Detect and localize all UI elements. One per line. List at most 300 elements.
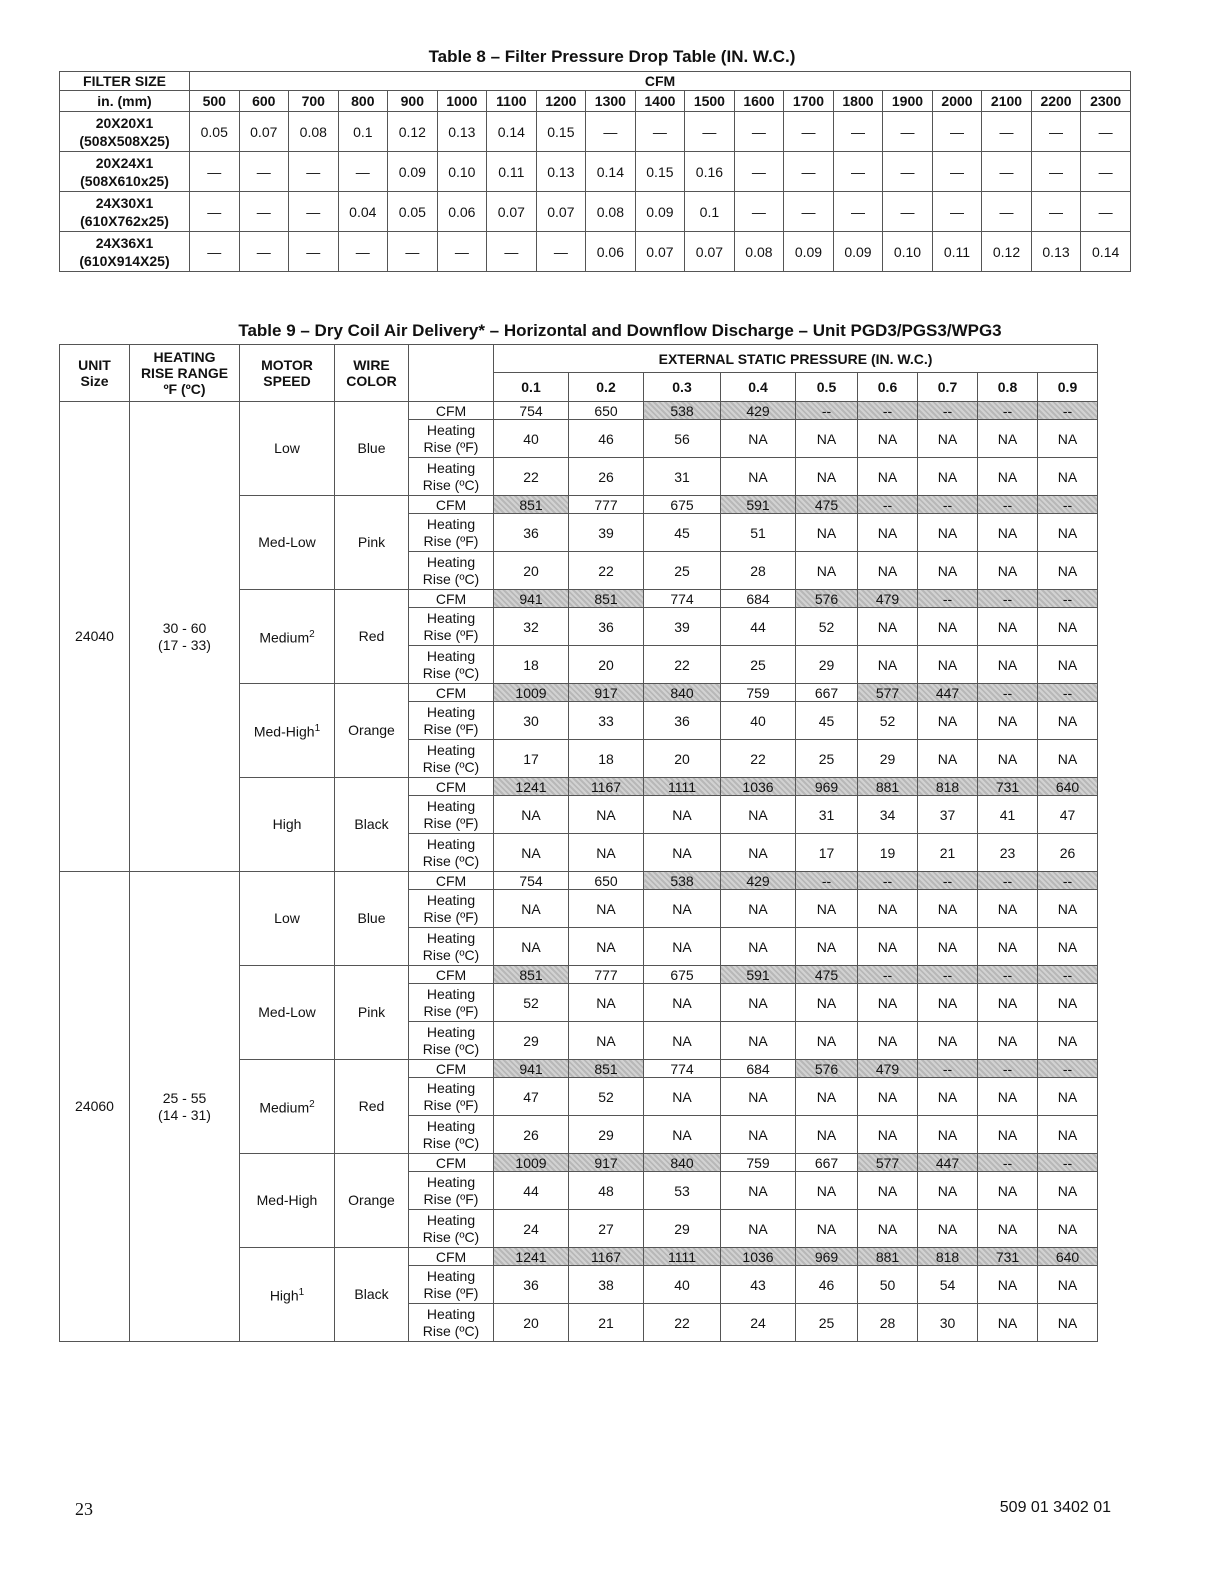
- label-line: Heating: [426, 835, 476, 852]
- heating-rise-c-cell: NA: [978, 1116, 1038, 1154]
- cfm-cell: 917: [569, 684, 644, 702]
- label-line: Rise (ºC): [422, 852, 480, 869]
- pressure-drop-cell: —: [883, 112, 933, 152]
- cfm-column-header: 600: [239, 91, 289, 112]
- heating-rise-f-cell: 31: [796, 796, 858, 834]
- motor-speed-label: Medium: [259, 629, 310, 646]
- motor-header-line1: MOTOR: [261, 357, 313, 373]
- heating-rise-c-cell: NA: [978, 1022, 1038, 1060]
- pressure-drop-cell: —: [1081, 152, 1131, 192]
- pressure-drop-cell: 0.07: [685, 232, 735, 272]
- cfm-column-header: 1700: [784, 91, 834, 112]
- label-line: Rise (ºF): [423, 532, 479, 549]
- heating-rise-f-label: [409, 608, 494, 646]
- motor-speed-cell: [240, 1154, 335, 1248]
- cfm-cell: 818: [918, 1248, 978, 1266]
- cfm-cell: 1167: [569, 778, 644, 796]
- unit-header-line1: UNIT: [78, 357, 111, 373]
- heating-rise-c-label: [409, 646, 494, 684]
- heating-rise-f-cell: NA: [569, 984, 644, 1022]
- filter-size-cell: [60, 112, 190, 152]
- pressure-drop-cell: 0.06: [586, 232, 636, 272]
- heating-rise-c-cell: NA: [858, 458, 918, 496]
- heating-rise-c-cell: NA: [918, 552, 978, 590]
- heating-rise-f-cell: NA: [978, 1078, 1038, 1116]
- heating-rise-f-cell: NA: [1038, 608, 1098, 646]
- filter-size-mm: (610X762x25): [80, 212, 169, 229]
- heating-rise-c-cell: 29: [858, 740, 918, 778]
- rise-range-c: (14 - 31): [158, 1106, 211, 1123]
- cfm-cell: 429: [721, 402, 796, 420]
- label-line: Heating: [426, 1117, 476, 1134]
- heating-rise-c-cell: NA: [918, 458, 978, 496]
- cfm-cell: 475: [796, 966, 858, 984]
- motor-speed-cell: [240, 778, 335, 872]
- heating-rise-c-cell: 18: [494, 646, 569, 684]
- heating-rise-c-cell: 22: [569, 552, 644, 590]
- pressure-drop-cell: 0.15: [635, 152, 685, 192]
- pressure-drop-cell: 0.16: [685, 152, 735, 192]
- heating-rise-f-label: [409, 1266, 494, 1304]
- heating-rise-c-cell: NA: [796, 1022, 858, 1060]
- heating-rise-f-cell: NA: [858, 1172, 918, 1210]
- cfm-column-header: 1100: [487, 91, 537, 112]
- cfm-column-header: 2200: [1031, 91, 1081, 112]
- heating-rise-c-cell: NA: [796, 1116, 858, 1154]
- cfm-column-header: 1900: [883, 91, 933, 112]
- cfm-cell: 1241: [494, 778, 569, 796]
- heating-rise-f-cell: NA: [918, 702, 978, 740]
- pressure-drop-cell: 0.12: [982, 232, 1032, 272]
- cfm-column-header: 1200: [536, 91, 586, 112]
- motor-speed-label: Low: [274, 440, 300, 456]
- heating-rise-c-cell: 20: [494, 1304, 569, 1342]
- motor-speed-label: Med-High: [253, 723, 315, 740]
- pressure-column-header: 0.5: [796, 373, 858, 402]
- heating-rise-c-cell: 25: [796, 1304, 858, 1342]
- wire-color-cell: Orange: [335, 1154, 409, 1248]
- heating-rise-c-cell: 29: [569, 1116, 644, 1154]
- filter-size-in: 20X20X1: [95, 114, 154, 131]
- cfm-cell: 640: [1038, 778, 1098, 796]
- heating-rise-c-cell: NA: [569, 1022, 644, 1060]
- wire-color-cell: Pink: [335, 966, 409, 1060]
- heating-rise-f-cell: 39: [569, 514, 644, 552]
- heating-rise-c-cell: 18: [569, 740, 644, 778]
- heating-rise-c-cell: NA: [918, 740, 978, 778]
- heating-rise-f-cell: NA: [978, 1266, 1038, 1304]
- rise-range-f: 25 - 55: [162, 1089, 207, 1106]
- wire-color-cell: Blue: [335, 872, 409, 966]
- filter-size-mm: (610X914X25): [79, 252, 170, 269]
- cfm-cell: --: [978, 1154, 1038, 1172]
- heating-rise-f-cell: NA: [858, 514, 918, 552]
- heating-rise-c-cell: 29: [494, 1022, 569, 1060]
- heating-rise-c-cell: 30: [918, 1304, 978, 1342]
- heating-rise-f-label: [409, 796, 494, 834]
- motor-speed-label: High: [269, 1287, 299, 1304]
- footnote-marker: 1: [314, 723, 321, 735]
- cfm-cell: --: [978, 684, 1038, 702]
- heating-rise-f-cell: NA: [721, 890, 796, 928]
- pressure-drop-cell: —: [833, 192, 883, 232]
- heating-rise-c-cell: 25: [644, 552, 721, 590]
- heating-rise-c-cell: 31: [644, 458, 721, 496]
- heating-rise-f-cell: 33: [569, 702, 644, 740]
- pressure-drop-cell: 0.13: [437, 112, 487, 152]
- label-line: Heating: [426, 703, 476, 720]
- heating-rise-f-cell: NA: [644, 796, 721, 834]
- heating-rise-f-cell: NA: [1038, 420, 1098, 458]
- cfm-row-label: CFM: [409, 590, 494, 608]
- cfm-column-header: 1400: [635, 91, 685, 112]
- heating-rise-f-cell: NA: [796, 984, 858, 1022]
- label-line: Rise (ºC): [422, 1322, 480, 1339]
- heating-rise-f-label: [409, 1078, 494, 1116]
- pressure-drop-cell: 0.08: [734, 232, 784, 272]
- cfm-cell: --: [918, 590, 978, 608]
- heating-rise-c-cell: NA: [494, 834, 569, 872]
- heating-rise-c-cell: NA: [1038, 552, 1098, 590]
- row-label-header: [409, 345, 494, 402]
- filter-row: [60, 152, 1131, 192]
- motor-speed-cell: [240, 402, 335, 496]
- label-line: Heating: [426, 929, 476, 946]
- cfm-row-label: CFM: [409, 1248, 494, 1266]
- heating-rise-c-cell: NA: [978, 928, 1038, 966]
- heating-rise-c-cell: NA: [978, 646, 1038, 684]
- pressure-drop-cell: —: [289, 152, 339, 192]
- pressure-drop-cell: —: [932, 192, 982, 232]
- heating-rise-f-cell: NA: [858, 608, 918, 646]
- filter-pressure-drop-table: [59, 71, 1131, 272]
- label-line: Heating: [426, 1023, 476, 1040]
- footnote-marker: 2: [309, 629, 315, 641]
- label-line: Heating: [426, 1305, 476, 1322]
- heating-rise-f-cell: NA: [858, 420, 918, 458]
- heating-rise-f-cell: 40: [494, 420, 569, 458]
- heating-rise-c-label: [409, 458, 494, 496]
- heating-rise-f-cell: NA: [978, 702, 1038, 740]
- heating-rise-f-cell: NA: [918, 1078, 978, 1116]
- heating-rise-c-cell: 26: [494, 1116, 569, 1154]
- cfm-cell: 650: [569, 402, 644, 420]
- heating-rise-c-cell: NA: [918, 1022, 978, 1060]
- heating-rise-f-cell: 46: [796, 1266, 858, 1304]
- cfm-cell: --: [918, 1060, 978, 1078]
- cfm-cell: 684: [721, 590, 796, 608]
- heating-rise-f-cell: 36: [494, 514, 569, 552]
- heating-rise-f-cell: 37: [918, 796, 978, 834]
- table-8-title: Table 8 – Filter Pressure Drop Table (IN. W.C.): [428, 47, 796, 66]
- footnote-marker: 2: [309, 1099, 315, 1111]
- heating-rise-c-label: [409, 1210, 494, 1248]
- pressure-drop-cell: —: [536, 232, 586, 272]
- cfm-cell: 479: [858, 590, 918, 608]
- wire-header-line2: COLOR: [346, 373, 397, 389]
- pressure-drop-cell: —: [190, 232, 240, 272]
- motor-speed-label: Med-Low: [258, 1004, 316, 1020]
- heating-rise-c-cell: 29: [796, 646, 858, 684]
- filter-size-cell: [60, 192, 190, 232]
- heating-rise-f-cell: NA: [978, 984, 1038, 1022]
- pressure-drop-cell: 0.10: [437, 152, 487, 192]
- pressure-drop-cell: 0.15: [536, 112, 586, 152]
- heating-rise-f-cell: NA: [721, 420, 796, 458]
- heating-rise-c-label: [409, 552, 494, 590]
- pressure-drop-cell: —: [338, 152, 388, 192]
- cfm-cell: 1009: [494, 1154, 569, 1172]
- cfm-cell: --: [1038, 496, 1098, 514]
- pressure-column-header: 0.8: [978, 373, 1038, 402]
- heating-rise-f-cell: NA: [1038, 1078, 1098, 1116]
- heating-rise-f-cell: 36: [644, 702, 721, 740]
- filter-size-mm: (508X508X25): [79, 132, 170, 149]
- heating-rise-f-cell: 47: [1038, 796, 1098, 834]
- label-line: Rise (ºF): [423, 1002, 479, 1019]
- heating-rise-c-cell: 24: [721, 1304, 796, 1342]
- filter-size-cell: [60, 152, 190, 192]
- label-line: Heating: [426, 797, 476, 814]
- pressure-column-header: 0.6: [858, 373, 918, 402]
- heating-rise-c-cell: 22: [644, 646, 721, 684]
- cfm-cell: --: [1038, 966, 1098, 984]
- pressure-drop-cell: —: [982, 192, 1032, 232]
- cfm-cell: 969: [796, 778, 858, 796]
- pressure-drop-cell: 0.11: [487, 152, 537, 192]
- heating-rise-f-cell: 44: [721, 608, 796, 646]
- cfm-cell: 479: [858, 1060, 918, 1078]
- filter-row: [60, 112, 1131, 152]
- motor-speed-cell: [240, 1248, 335, 1342]
- heating-rise-c-label: [409, 1022, 494, 1060]
- label-line: Rise (ºF): [423, 720, 479, 737]
- heating-header-line1: HEATING: [153, 349, 216, 365]
- heating-rise-c-cell: NA: [644, 834, 721, 872]
- pressure-drop-cell: 0.07: [487, 192, 537, 232]
- heating-rise-c-cell: 20: [569, 646, 644, 684]
- wire-color-cell: Red: [335, 1060, 409, 1154]
- wire-header-line1: WIRE: [353, 357, 390, 373]
- label-line: Rise (ºC): [422, 1040, 480, 1057]
- heating-rise-c-cell: 19: [858, 834, 918, 872]
- heating-rise-f-cell: NA: [978, 514, 1038, 552]
- heating-rise-f-cell: NA: [721, 984, 796, 1022]
- heating-rise-f-cell: 53: [644, 1172, 721, 1210]
- heating-rise-f-cell: 41: [978, 796, 1038, 834]
- heating-rise-c-cell: NA: [569, 928, 644, 966]
- cfm-cell: 591: [721, 966, 796, 984]
- rise-range-c: (17 - 33): [158, 636, 211, 653]
- heating-rise-f-cell: NA: [1038, 702, 1098, 740]
- heating-rise-c-cell: NA: [796, 552, 858, 590]
- pressure-drop-cell: 0.09: [388, 152, 438, 192]
- wire-color-cell: Red: [335, 590, 409, 684]
- heating-rise-f-cell: NA: [918, 984, 978, 1022]
- heating-rise-c-label: [409, 1116, 494, 1154]
- cfm-cell: 969: [796, 1248, 858, 1266]
- heating-rise-c-cell: NA: [1038, 740, 1098, 778]
- pressure-drop-cell: 0.10: [883, 232, 933, 272]
- label-line: Heating: [426, 647, 476, 664]
- cfm-cell: 881: [858, 1248, 918, 1266]
- motor-speed-label: Med-High: [256, 1192, 318, 1208]
- heating-rise-c-cell: 25: [796, 740, 858, 778]
- heating-rise-c-cell: NA: [1038, 1304, 1098, 1342]
- motor-speed-label: Med-Low: [258, 534, 316, 550]
- cfm-cell: 881: [858, 778, 918, 796]
- pressure-drop-cell: 0.09: [833, 232, 883, 272]
- heating-rise-f-cell: NA: [1038, 984, 1098, 1022]
- pressure-drop-cell: —: [734, 192, 784, 232]
- cfm-cell: 640: [1038, 1248, 1098, 1266]
- pressure-drop-cell: 0.06: [437, 192, 487, 232]
- cfm-column-header: 2100: [982, 91, 1032, 112]
- filter-row: [60, 232, 1131, 272]
- cfm-cell: 577: [858, 1154, 918, 1172]
- motor-speed-label: High: [272, 816, 302, 832]
- cfm-column-header: 2300: [1081, 91, 1131, 112]
- motor-speed-cell: [240, 684, 335, 778]
- footnote-marker: 1: [298, 1287, 305, 1299]
- cfm-cell: 650: [569, 872, 644, 890]
- heating-rise-c-cell: NA: [644, 928, 721, 966]
- cfm-cell: 851: [494, 496, 569, 514]
- filter-size-header: FILTER SIZE: [60, 72, 190, 91]
- heating-rise-c-cell: NA: [1038, 1022, 1098, 1060]
- heating-rise-f-cell: NA: [721, 796, 796, 834]
- heating-rise-f-cell: NA: [644, 890, 721, 928]
- filter-size-in: 24X36X1: [95, 234, 154, 251]
- cfm-cell: --: [918, 402, 978, 420]
- cfm-cell: 1167: [569, 1248, 644, 1266]
- cfm-cell: --: [1038, 590, 1098, 608]
- filter-size-cell: [60, 232, 190, 272]
- heating-rise-f-cell: 48: [569, 1172, 644, 1210]
- cfm-row: [60, 402, 1098, 420]
- cfm-cell: 917: [569, 1154, 644, 1172]
- motor-speed-cell: [240, 1060, 335, 1154]
- pressure-drop-cell: —: [1081, 192, 1131, 232]
- heating-rise-f-cell: 45: [644, 514, 721, 552]
- heating-rise-f-label: [409, 1172, 494, 1210]
- heating-rise-f-cell: 52: [569, 1078, 644, 1116]
- heating-rise-c-cell: NA: [721, 1022, 796, 1060]
- cfm-row-label: CFM: [409, 778, 494, 796]
- motor-speed-cell: [240, 872, 335, 966]
- label-line: Heating: [426, 459, 476, 476]
- heating-rise-f-cell: NA: [569, 796, 644, 834]
- heating-rise-f-cell: NA: [978, 890, 1038, 928]
- heating-rise-c-cell: 22: [644, 1304, 721, 1342]
- heating-rise-c-cell: 23: [978, 834, 1038, 872]
- heating-rise-f-cell: NA: [494, 796, 569, 834]
- heating-rise-c-cell: NA: [918, 928, 978, 966]
- heating-rise-c-cell: 21: [918, 834, 978, 872]
- pressure-drop-cell: —: [338, 232, 388, 272]
- heating-rise-f-cell: NA: [796, 420, 858, 458]
- heating-rise-c-cell: NA: [918, 1116, 978, 1154]
- pressure-drop-cell: —: [239, 192, 289, 232]
- label-line: Rise (ºC): [422, 1228, 480, 1245]
- cfm-column-header: 1000: [437, 91, 487, 112]
- label-line: Rise (ºC): [422, 946, 480, 963]
- cfm-cell: 576: [796, 590, 858, 608]
- heating-rise-f-cell: NA: [796, 514, 858, 552]
- motor-speed-label: Low: [274, 910, 300, 926]
- cfm-column-header: 2000: [932, 91, 982, 112]
- pressure-drop-cell: —: [932, 112, 982, 152]
- heating-rise-f-label: [409, 514, 494, 552]
- pressure-drop-cell: —: [1031, 192, 1081, 232]
- heating-rise-f-label: [409, 984, 494, 1022]
- pressure-drop-cell: —: [784, 192, 834, 232]
- heating-rise-c-cell: NA: [1038, 1116, 1098, 1154]
- heating-rise-f-cell: NA: [918, 420, 978, 458]
- heating-rise-f-cell: 54: [918, 1266, 978, 1304]
- heating-rise-f-label: [409, 420, 494, 458]
- heating-rise-f-label: [409, 890, 494, 928]
- heating-rise-c-cell: NA: [721, 834, 796, 872]
- pressure-drop-cell: —: [635, 112, 685, 152]
- cfm-cell: 777: [569, 496, 644, 514]
- heating-rise-f-cell: NA: [796, 890, 858, 928]
- pressure-drop-cell: 0.13: [536, 152, 586, 192]
- label-line: Rise (ºF): [423, 814, 479, 831]
- heating-rise-f-cell: NA: [569, 890, 644, 928]
- label-line: Heating: [426, 1079, 476, 1096]
- pressure-drop-cell: —: [982, 112, 1032, 152]
- pressure-column-header: 0.1: [494, 373, 569, 402]
- heating-rise-f-cell: NA: [796, 1172, 858, 1210]
- heating-header-line2: RISE RANGE: [140, 365, 229, 381]
- cfm-row-label: CFM: [409, 496, 494, 514]
- filter-row: [60, 192, 1131, 232]
- heating-rise-f-cell: NA: [858, 1078, 918, 1116]
- pressure-column-header: 0.9: [1038, 373, 1098, 402]
- rise-range-f: 30 - 60: [162, 619, 207, 636]
- wire-color-header: [335, 345, 409, 402]
- heating-rise-f-cell: NA: [918, 1172, 978, 1210]
- cfm-cell: --: [1038, 402, 1098, 420]
- pressure-drop-cell: 0.04: [338, 192, 388, 232]
- dry-coil-air-delivery-table: [59, 344, 1098, 1342]
- cfm-cell: --: [918, 496, 978, 514]
- heating-rise-f-cell: NA: [858, 890, 918, 928]
- pressure-drop-cell: —: [982, 152, 1032, 192]
- heating-rise-f-cell: 36: [569, 608, 644, 646]
- heating-rise-c-cell: 17: [796, 834, 858, 872]
- pressure-drop-cell: —: [1031, 112, 1081, 152]
- pressure-drop-cell: 0.13: [1031, 232, 1081, 272]
- label-line: Heating: [426, 515, 476, 532]
- pressure-drop-cell: 0.09: [635, 192, 685, 232]
- heating-rise-f-cell: 52: [796, 608, 858, 646]
- heating-rise-c-cell: 20: [644, 740, 721, 778]
- heating-rise-c-cell: 25: [721, 646, 796, 684]
- cfm-cell: 675: [644, 966, 721, 984]
- label-line: Heating: [426, 1173, 476, 1190]
- cfm-cell: 1009: [494, 684, 569, 702]
- heating-rise-c-label: [409, 740, 494, 778]
- cfm-cell: 429: [721, 872, 796, 890]
- heating-header-line3: ºF (ºC): [163, 381, 206, 397]
- unit-size-header: [60, 345, 130, 402]
- heating-rise-c-cell: NA: [978, 1210, 1038, 1248]
- cfm-cell: 447: [918, 1154, 978, 1172]
- cfm-cell: 684: [721, 1060, 796, 1078]
- pressure-drop-cell: —: [883, 152, 933, 192]
